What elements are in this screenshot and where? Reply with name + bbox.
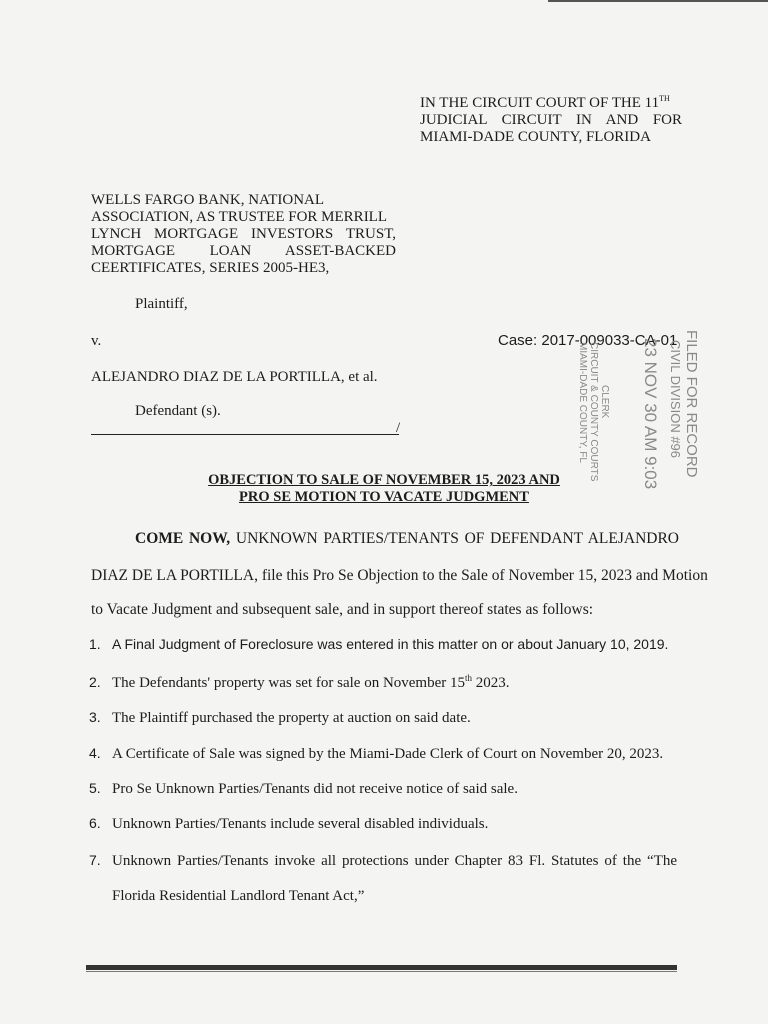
stamp-line: FILED FOR RECORD bbox=[683, 330, 700, 478]
item-text: A Certificate of Sale was signed by the Miami-Dade Clerk of Court on November 20, 2023. bbox=[112, 746, 664, 762]
document-title bbox=[180, 472, 588, 506]
bottom-border-line-thin bbox=[86, 971, 677, 972]
list-item bbox=[89, 780, 518, 798]
come-now: COME NOW, bbox=[135, 530, 231, 547]
top-border-line bbox=[548, 0, 768, 2]
item-text: Pro Se Unknown Parties/Tenants did not receive notice of said sale. bbox=[112, 781, 518, 797]
court-header-line-3: MIAMI-DADE COUNTY, FLORIDA bbox=[420, 129, 651, 145]
intro-line-3: to Vacate Judgment and subsequent sale, and in support thereof states as follows: bbox=[91, 601, 594, 618]
stamp-line: 23 NOV 30 AM 9:03 bbox=[641, 338, 660, 490]
item-number: 2. bbox=[89, 674, 101, 690]
list-item bbox=[89, 745, 663, 763]
stamp-line: CIVIL DIVISION #96 bbox=[668, 340, 683, 459]
title-line-2: PRO SE MOTION TO VACATE JUDGMENT bbox=[239, 489, 529, 505]
title-line-1: OBJECTION TO SALE OF NOVEMBER 15, 2023 AND bbox=[208, 472, 560, 488]
item-text: Unknown Parties/Tenants include several disabled individuals. bbox=[112, 816, 489, 832]
item-text: The Plaintiff purchased the property at auction on said date. bbox=[112, 710, 471, 726]
court-header-line-2: JUDICIAL CIRCUIT IN AND FOR bbox=[420, 112, 682, 128]
plaintiff-label: Plaintiff, bbox=[135, 296, 188, 312]
item-text: The Defendants' property was set for sale on November 15 bbox=[112, 675, 466, 691]
intro-line-1-text: UNKNOWN PARTIES/TENANTS OF DEFENDANT ALEJANDRO bbox=[230, 530, 679, 547]
clerk-filing-stamp bbox=[540, 330, 710, 490]
item-text-sup: th bbox=[465, 673, 473, 683]
list-item bbox=[89, 709, 471, 727]
court-header bbox=[420, 90, 682, 146]
caption-underline bbox=[91, 434, 399, 435]
intro-line-1 bbox=[91, 530, 679, 548]
item-number: 5. bbox=[89, 780, 101, 796]
item-continuation: Florida Residential Landlord Tenant Act,” bbox=[112, 888, 365, 904]
list-item bbox=[89, 852, 677, 870]
item-number: 1. bbox=[89, 636, 101, 652]
stamp-line: CLERK bbox=[599, 385, 610, 419]
plaintiff-line: CEERTIFICATES, SERIES 2005-HE3, bbox=[91, 260, 330, 276]
court-header-line-1: IN THE CIRCUIT COURT OF THE 11TH bbox=[420, 94, 670, 111]
item-number: 3. bbox=[89, 709, 101, 725]
list-item bbox=[89, 673, 510, 692]
bottom-border-line bbox=[86, 965, 677, 970]
caption-slash: / bbox=[396, 420, 401, 436]
item-text-post: 2023. bbox=[472, 675, 510, 691]
list-item bbox=[89, 815, 488, 833]
plaintiff-line: MORTGAGE LOAN ASSET-BACKED bbox=[91, 243, 396, 259]
list-item bbox=[89, 636, 668, 652]
case-number: Case: 2017-009033-CA-01 bbox=[498, 332, 678, 349]
item-number: 7. bbox=[89, 852, 101, 868]
item-number: 6. bbox=[89, 815, 101, 831]
plaintiff-line: ASSOCIATION, AS TRUSTEE FOR MERRILL bbox=[91, 209, 388, 225]
item-text: Unknown Parties/Tenants invoke all protections under Chapter 83 Fl. Statutes of the “The bbox=[112, 853, 677, 869]
item-text: A Final Judgment of Foreclosure was entered in this matter on or about January 10, 2019. bbox=[112, 636, 669, 652]
case-caption-plaintiff bbox=[91, 192, 396, 277]
intro-line-2: DIAZ DE LA PORTILLA, file this Pro Se Objection to the Sale of November 15, 2023 and Motion bbox=[91, 567, 708, 584]
plaintiff-line: WELLS FARGO BANK, NATIONAL bbox=[91, 192, 325, 208]
plaintiff-line: LYNCH MORTGAGE INVESTORS TRUST, bbox=[91, 226, 396, 242]
item-number: 4. bbox=[89, 745, 101, 761]
defendant-label: Defendant (s). bbox=[135, 403, 221, 419]
stamp-line: MIAMI-DADE COUNTY, FL bbox=[577, 342, 588, 463]
defendant-name: ALEJANDRO DIAZ DE LA PORTILLA, et al. bbox=[91, 369, 378, 385]
versus-label: v. bbox=[91, 333, 102, 349]
stamp-line: CIRCUIT & COUNTY COURTS bbox=[588, 342, 599, 482]
